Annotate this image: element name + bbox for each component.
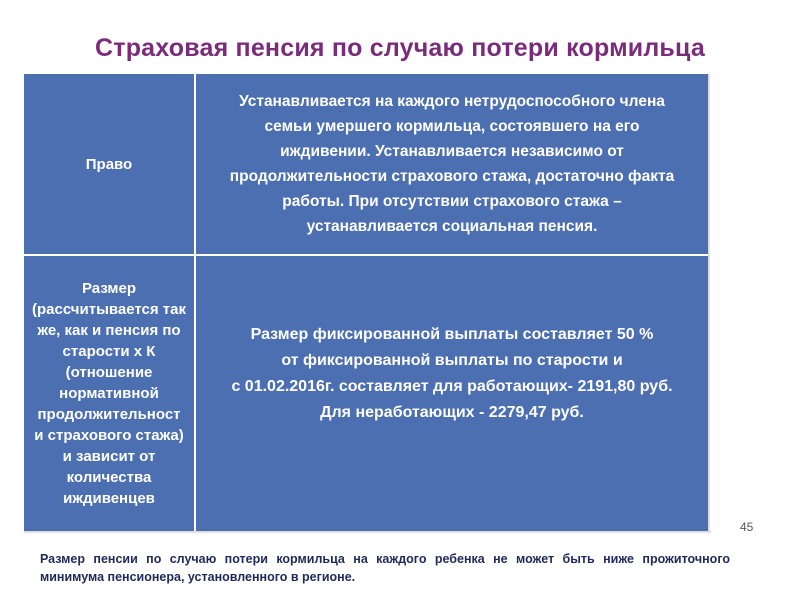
row-label-text: Размер (рассчитывается так же, как и пенсия по старости х К (отношение нормативной продолжительност и страхового стажа) и зависит от количества иждивенцев — [32, 280, 186, 507]
row-value-text: Устанавливается на каждого нетрудоспособного члена семьи умершего кормильца, состоявшего на его иждивении. Устанавливается независимо от продолжительности страхового стажа, достаточно факта работы. При отсутствии страхового стажа – устанавливается социальная пенсия. — [229, 93, 675, 235]
row-label-right — [24, 74, 194, 254]
row-label-text: Право — [85, 155, 133, 173]
row-label-amount — [24, 256, 194, 531]
row-value-amount — [196, 256, 708, 531]
table-shadow — [24, 531, 711, 534]
pension-table — [24, 74, 708, 531]
table-shadow — [708, 74, 711, 531]
row-value-text: Размер фиксированной выплаты составляет 50 % от фиксированной выплаты по старости и с 01.02.2016г. составляет для работающих- 2191,80 руб. Для неработающих - 2279,47 руб. — [231, 325, 673, 421]
page-number: 45 — [740, 520, 754, 534]
page-title: Страховая пенсия по случаю потери кормильца — [95, 34, 705, 62]
footer-note: Размер пенсии по случаю потери кормильца на каждого ребенка не может быть ниже прожиточного минимума пенсионера, установленного в регионе. — [40, 552, 730, 584]
row-value-right — [196, 74, 708, 254]
